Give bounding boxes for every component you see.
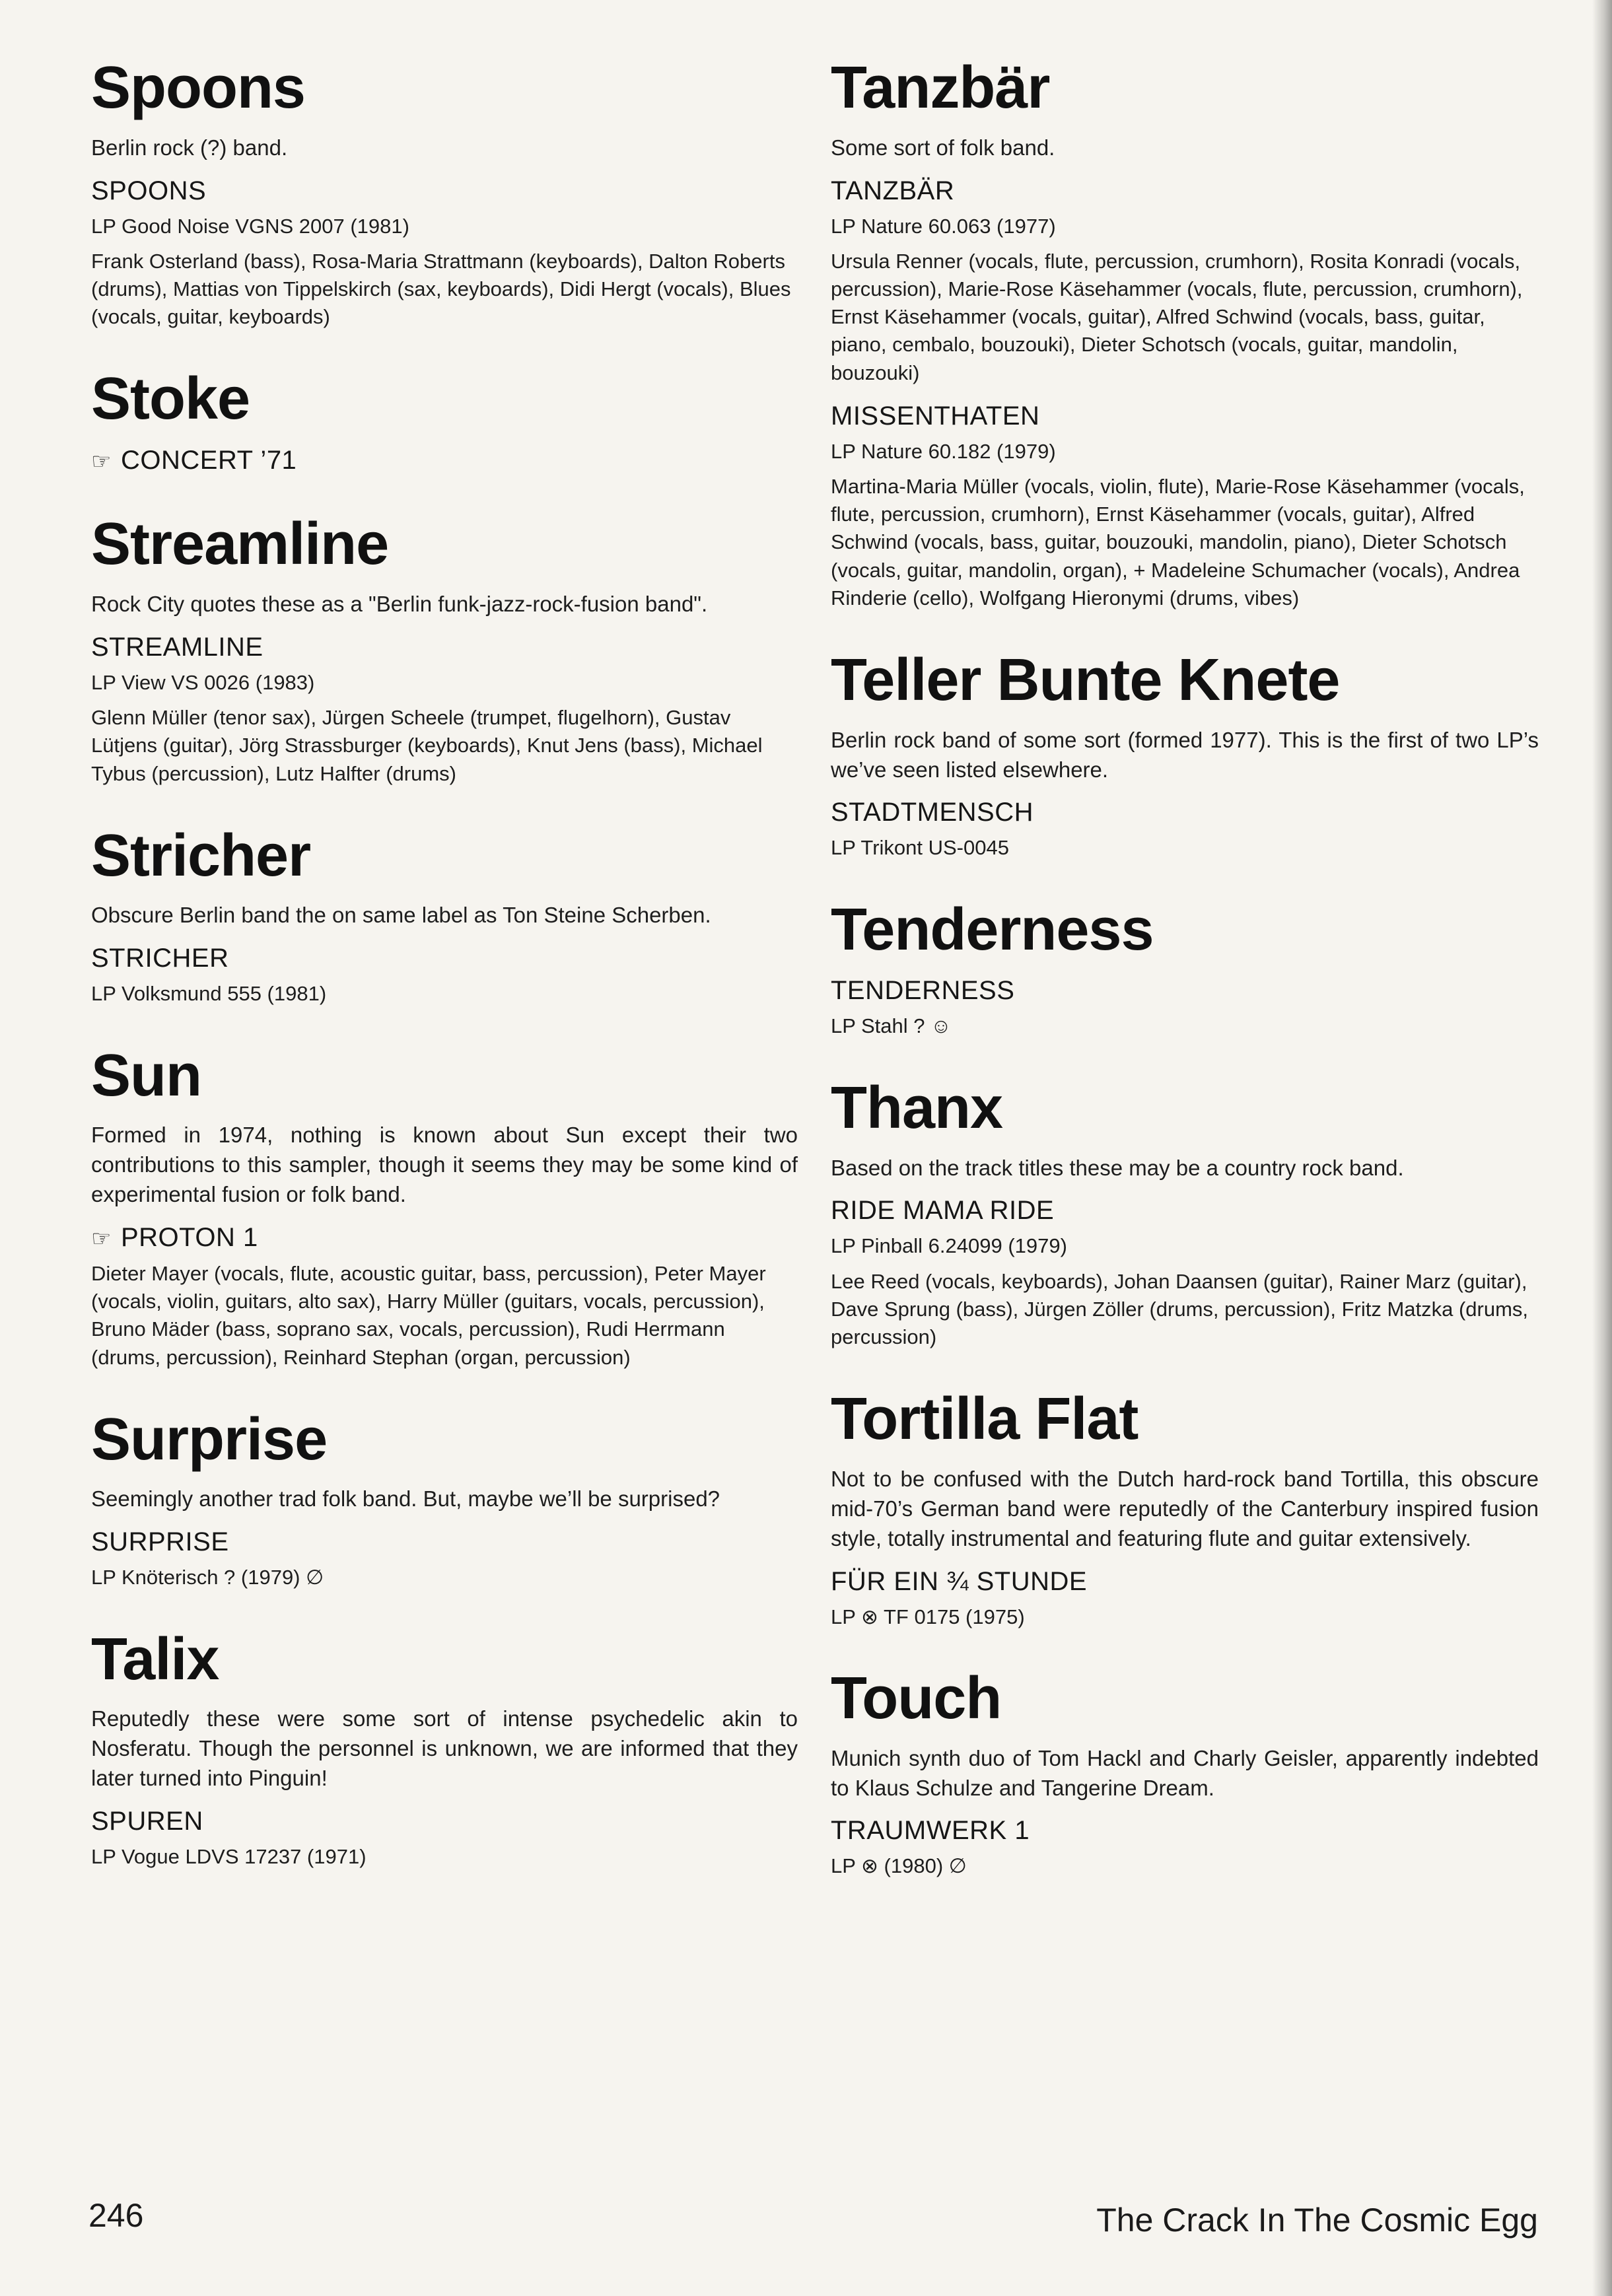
- release-label: LP Knöterisch ? (1979) ∅: [91, 1566, 324, 1589]
- band-entry: [91, 1626, 798, 1871]
- band-description: Obscure Berlin band the on same label as Ton Steine Scherben.: [91, 903, 711, 928]
- release-block: [91, 942, 798, 1007]
- band-name: Thanx: [831, 1074, 1003, 1141]
- band-entry: [91, 1406, 798, 1591]
- release-block: [831, 1566, 1539, 1630]
- album-title: [91, 631, 798, 663]
- album-title-text: CONCERT ’71: [120, 446, 297, 475]
- band-entry: [91, 822, 798, 1008]
- band-description: Rock City quotes these as a "Berlin funk-jazz-rock-fusion band".: [91, 592, 708, 617]
- album-title-text: MISSENTHATEN: [831, 401, 1040, 431]
- band-name: Spoons: [91, 55, 305, 121]
- band-name: Tortilla Flat: [831, 1386, 1139, 1453]
- band-name: Streamline: [91, 511, 389, 578]
- album-title-text: SPOONS: [91, 176, 207, 205]
- release-block: [91, 631, 798, 788]
- pointing-hand-icon: ☞: [91, 1226, 112, 1252]
- personnel-list: Glenn Müller (tenor sax), Jürgen Scheele (trumpet, flugelhorn), Gustav Lütjens (guitar), Jörg Strassburger (keyboards), Knut Jens (bass), Michael Tybus (percussion), Lutz Halfter (drums): [91, 706, 763, 785]
- album-title: [91, 444, 798, 476]
- album-title-text: RIDE MAMA RIDE: [831, 1196, 1055, 1226]
- release-block: [91, 1222, 798, 1372]
- pointing-hand-icon: ☞: [91, 449, 112, 475]
- release-label: LP Nature 60.182 (1979): [831, 439, 1056, 463]
- page-binding-shadow: [1592, 0, 1612, 2296]
- band-description: Seemingly another trad folk band. But, maybe we’ll be surprised?: [91, 1486, 720, 1512]
- band-description: Reputedly these were some sort of intense psychedelic akin to Nosferatu. Though the personnel is unknown, we are informed that they later turned into Pinguin!: [91, 1706, 798, 1791]
- release-block: [91, 175, 798, 331]
- release-label: LP Good Noise VGNS 2007 (1981): [91, 214, 409, 238]
- band-name: Touch: [831, 1665, 1002, 1731]
- band-description: Berlin rock band of some sort (formed 1977). This is the first of two LP’s we’ve seen listed elsewhere.: [831, 727, 1539, 782]
- band-name: Tenderness: [831, 896, 1154, 963]
- album-title: [91, 1222, 798, 1253]
- band-entry: [91, 511, 798, 787]
- album-title: [831, 796, 1539, 828]
- band-description: Berlin rock (?) band.: [91, 135, 288, 160]
- release-label: LP View VS 0026 (1983): [91, 670, 315, 694]
- band-entry: [831, 896, 1539, 1040]
- album-title: [831, 175, 1539, 207]
- album-title-text: SPUREN: [91, 1807, 203, 1836]
- album-title-text: STRICHER: [91, 944, 229, 973]
- album-title: [91, 1526, 798, 1558]
- band-entry: [831, 1386, 1539, 1630]
- band-description: Not to be confused with the Dutch hard-rock band Tortilla, this obscure mid-70’s German band were reputedly of the Canterbury inspired fusion style, totally instrumental and featuring flute and guitar extensively.: [831, 1467, 1539, 1550]
- album-title-text: FÜR EIN ¾ STUNDE: [831, 1566, 1088, 1596]
- release-label: LP Vogue LDVS 17237 (1971): [91, 1845, 367, 1869]
- album-title: [91, 1805, 798, 1837]
- album-title: [831, 1815, 1539, 1846]
- album-title: [831, 1195, 1539, 1226]
- release-block: [91, 444, 798, 476]
- personnel-list: Dieter Mayer (vocals, flute, acoustic guitar, bass, percussion), Peter Mayer (vocals, violin, guitars, alto sax), Harry Müller (guitars, vocals, percussion), Bruno Mäder (bass, soprano sax, vocals, percussion), Rudi Herrmann (drums, percussion), Reinhard Stephan (organ, percussion): [91, 1262, 766, 1369]
- personnel-list: Ursula Renner (vocals, flute, percussion, crumhorn), Rosita Konradi (vocals, percussion), Marie-Rose Käsehammer (vocals, flute, percussion, crumhorn), Ernst Käsehammer (vocals, guitar), Alfred Schwind (vocals, bass, guitar, piano, cembalo, bouzouki), Dieter Schotsch (vocals, guitar, mandolin, bouzouki): [831, 249, 1523, 384]
- band-entry: [91, 1042, 798, 1372]
- band-name: Talix: [91, 1626, 219, 1692]
- band-name: Teller Bunte Knete: [831, 646, 1340, 713]
- band-name: Surprise: [91, 1406, 328, 1473]
- album-title: [91, 175, 798, 207]
- album-title-text: TENDERNESS: [831, 976, 1015, 1006]
- release-block: [831, 1195, 1539, 1351]
- personnel-list: Frank Osterland (bass), Rosa-Maria Strattmann (keyboards), Dalton Roberts (drums), Mattias von Tippelskirch (sax, keyboards), Didi Hergt (vocals), Blues (vocals, guitar, keyboards): [91, 249, 791, 329]
- album-title-text: SURPRISE: [91, 1527, 229, 1557]
- release-label: LP Nature 60.063 (1977): [831, 214, 1056, 238]
- band-description: Munich synth duo of Tom Hackl and Charly Geisler, apparently indebted to Klaus Schulze and Tangerine Dream.: [831, 1745, 1539, 1800]
- release-label: LP Stahl ? ☺: [831, 1014, 952, 1038]
- personnel-list: Martina-Maria Müller (vocals, violin, flute), Marie-Rose Käsehammer (vocals, flute, percussion, crumhorn), Ernst Käsehammer (vocals, guitar), Alfred Schwind (vocals, bass, guitar, bouzouki, mandolin, piano), Dieter Schotsch (vocals, guitar, mandolin, organ), + Madeleine Schumacher (vocals), Andrea Rinderie (cello), Wolfgang Hieronymi (drums, vibes): [831, 475, 1525, 609]
- band-name: Stoke: [91, 366, 250, 433]
- release-block: [831, 175, 1539, 387]
- release-block: [91, 1526, 798, 1591]
- band-entry: [831, 1074, 1539, 1351]
- release-block: [91, 1805, 798, 1870]
- right-column: [831, 55, 1539, 1918]
- release-block: [831, 975, 1539, 1039]
- release-label: LP Trikont US-0045: [831, 836, 1009, 860]
- album-title: [831, 1566, 1539, 1597]
- album-title-text: PROTON 1: [120, 1223, 258, 1253]
- band-description: Some sort of folk band.: [831, 135, 1055, 160]
- release-label: LP Pinball 6.24099 (1979): [831, 1234, 1067, 1258]
- band-entry: [831, 646, 1539, 862]
- band-entry: [831, 1665, 1539, 1880]
- band-description: Based on the track titles these may be a country rock band.: [831, 1155, 1404, 1180]
- book-title: The Crack In The Cosmic Egg: [1096, 2202, 1538, 2239]
- band-description: Formed in 1974, nothing is known about Sun except their two contributions to this sampler, though it seems they may be some kind of experimental fusion or folk band.: [91, 1123, 798, 1207]
- release-label: LP ⊗ (1980) ∅: [831, 1854, 967, 1878]
- band-name: Tanzbär: [831, 55, 1050, 121]
- release-block: [831, 1815, 1539, 1879]
- album-title: [831, 975, 1539, 1006]
- album-title-text: STREAMLINE: [91, 632, 263, 662]
- release-label: LP Volksmund 555 (1981): [91, 982, 327, 1006]
- album-title: [831, 400, 1539, 432]
- personnel-list: Lee Reed (vocals, keyboards), Johan Daansen (guitar), Rainer Marz (guitar), Dave Sprung (bass), Jürgen Zöller (drums, percussion), Fritz Matzka (drums, percussion): [831, 1269, 1529, 1349]
- band-name: Stricher: [91, 822, 311, 889]
- band-entry: [91, 366, 798, 476]
- band-name: Sun: [91, 1042, 201, 1109]
- page-number: 246: [88, 2197, 144, 2234]
- band-entry: [91, 55, 798, 331]
- album-title: [91, 942, 798, 974]
- left-column: [91, 55, 798, 1908]
- album-title-text: STADTMENSCH: [831, 798, 1034, 827]
- release-block: [831, 400, 1539, 612]
- release-label: LP ⊗ TF 0175 (1975): [831, 1605, 1025, 1628]
- band-entry: [831, 55, 1539, 612]
- album-title-text: TANZBÄR: [831, 176, 955, 205]
- release-block: [831, 796, 1539, 861]
- album-title-text: TRAUMWERK 1: [831, 1816, 1030, 1846]
